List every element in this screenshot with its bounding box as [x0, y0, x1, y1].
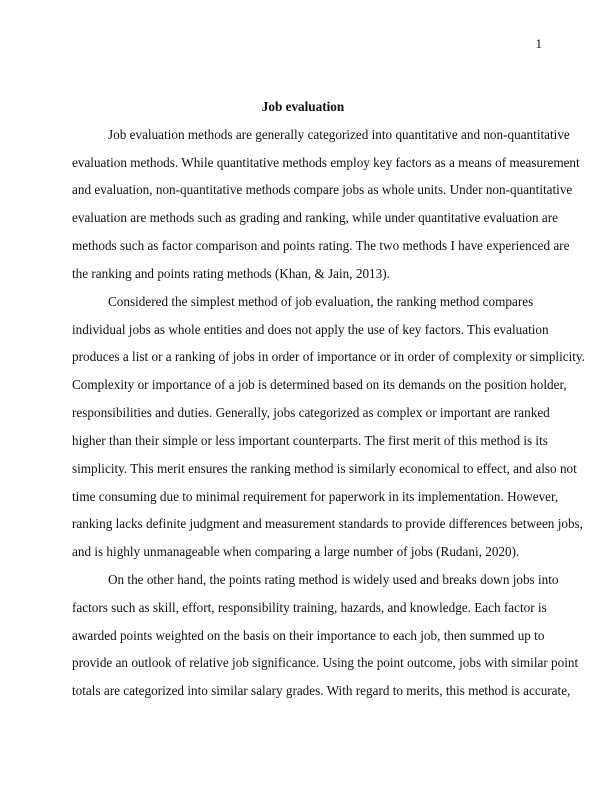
text-line: provide an outlook of relative job significance. Using the point outcome, jobs with similar point [72, 655, 579, 670]
text-line: time consuming due to minimal requirement for paperwork in its implementation. However, [72, 489, 559, 504]
text-line: simplicity. This merit ensures the ranking method is similarly economical to effect, and also not [72, 461, 577, 476]
text-line: On the other hand, the points rating method is widely used and breaks down jobs into [108, 572, 559, 587]
document-title: Job evaluation [261, 99, 345, 114]
text-line: evaluation methods. While quantitative methods employ key factors as a means of measurement [72, 155, 580, 170]
page-number: 1 [535, 36, 542, 51]
text-line: methods such as factor comparison and points rating. The two methods I have experienced are [72, 238, 570, 253]
text-line: awarded points weighted on the basis on their importance to each job, then summed up to [72, 628, 545, 643]
text-line: and is highly unmanageable when comparing a large number of jobs (Rudani, 2020). [72, 544, 520, 559]
text-line: Complexity or importance of a job is determined based on its demands on the position holder, [72, 377, 567, 392]
text-line: responsibilities and duties. Generally, jobs categorized as complex or important are ranked [72, 405, 550, 420]
text-line: individual jobs as whole entities and does not apply the use of key factors. This evaluation [72, 322, 549, 337]
text-line: Considered the simplest method of job evaluation, the ranking method compares [108, 294, 534, 309]
text-line: and evaluation, non-quantitative methods compare jobs as whole units. Under non-quantitative [72, 182, 573, 197]
text-line: totals are categorized into similar salary grades. With regard to merits, this method is accurate, [72, 683, 571, 698]
text-line: ranking lacks definite judgment and measurement standards to provide differences between jobs, [72, 516, 583, 531]
text-line: the ranking and points rating methods (Khan, & Jain, 2013). [72, 266, 390, 281]
text-line: evaluation are methods such as grading and ranking, while under quantitative evaluation are [72, 210, 558, 225]
text-line: produces a list or a ranking of jobs in order of importance or in order of complexity or simplicity. [72, 349, 585, 364]
text-line: higher than their simple or less important counterparts. The first merit of this method is its [72, 433, 548, 448]
text-line: Job evaluation methods are generally categorized into quantitative and non-quantitative [108, 127, 570, 142]
text-line: factors such as skill, effort, responsibility training, hazards, and knowledge. Each factor is [72, 600, 547, 615]
